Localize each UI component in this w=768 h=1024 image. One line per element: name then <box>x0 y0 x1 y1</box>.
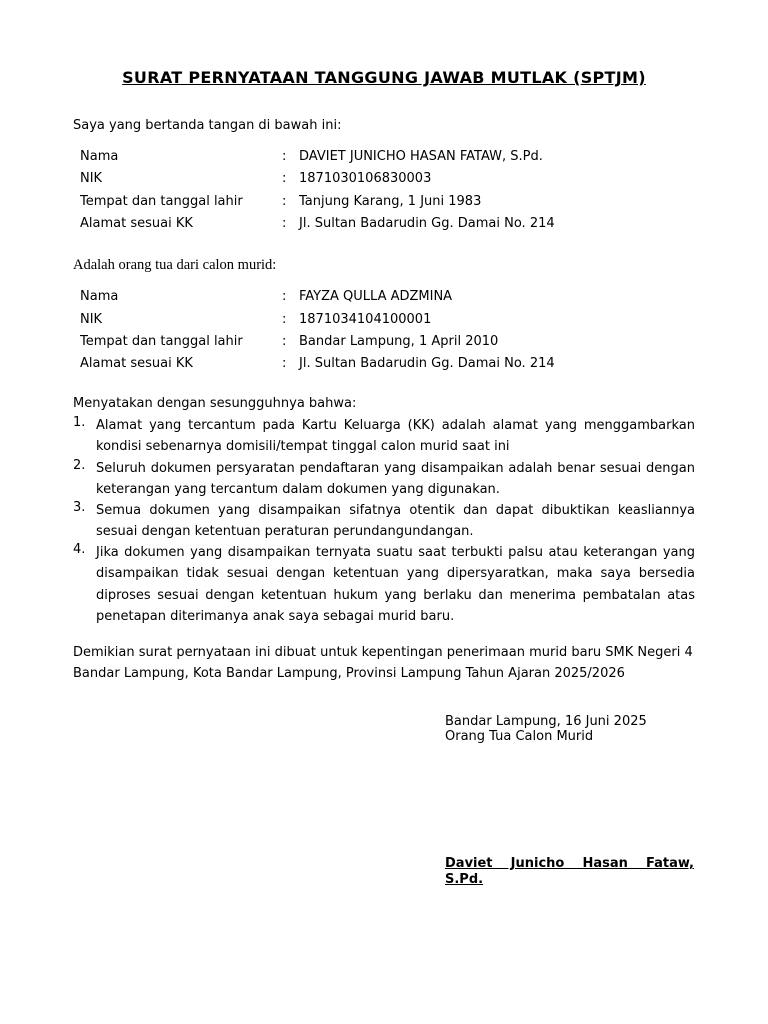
signatory-name <box>445 856 694 888</box>
field-label: NIK <box>80 171 103 186</box>
field-label: Tempat dan tanggal lahir <box>80 334 243 349</box>
statement-item <box>73 500 695 543</box>
field-separator: : <box>282 171 287 186</box>
statement-number: 2. <box>73 458 86 473</box>
field-value: 1871030106830003 <box>299 171 432 186</box>
statement-item <box>73 415 695 458</box>
student-row-nik <box>80 312 700 330</box>
field-value: DAVIET JUNICHO HASAN FATAW, S.Pd. <box>299 149 543 164</box>
signature-role: Orang Tua Calon Murid <box>445 729 594 744</box>
statement-number: 4. <box>73 542 86 557</box>
student-row-name <box>80 289 700 307</box>
document-title: SURAT PERNYATAAN TANGGUNG JAWAB MUTLAK (SPTJM) <box>122 68 646 87</box>
field-separator: : <box>282 194 287 209</box>
statement-text: Semua dokumen yang disampaikan sifatnya otentik dan dapat dibuktikan keasliannya sesuai dengan ketentuan peraturan perundangundangan. <box>96 503 695 540</box>
field-separator: : <box>282 216 287 231</box>
field-separator: : <box>282 334 287 349</box>
field-separator: : <box>282 289 287 304</box>
closing-paragraph: Demikian surat pernyataan ini dibuat untuk kepentingan penerimaan murid baru SMK Negeri 4 Bandar Lampung, Kota Bandar Lampung, Provinsi Lampung Tahun Ajaran 2025/2026 <box>73 645 693 682</box>
field-separator: : <box>282 356 287 371</box>
field-value: Jl. Sultan Badarudin Gg. Damai No. 214 <box>299 356 555 371</box>
parent-of-text: Adalah orang tua dari calon murid: <box>73 257 277 273</box>
field-label: Nama <box>80 289 119 304</box>
declarant-row-birth <box>80 194 700 212</box>
field-value: Bandar Lampung, 1 April 2010 <box>299 334 499 349</box>
field-label: Nama <box>80 149 119 164</box>
field-label: NIK <box>80 312 103 327</box>
statement-intro: Menyatakan dengan sesungguhnya bahwa: <box>73 396 357 411</box>
field-separator: : <box>282 149 287 164</box>
statement-number: 3. <box>73 500 86 515</box>
field-label: Alamat sesuai KK <box>80 356 193 371</box>
statement-item <box>73 458 695 501</box>
student-row-address <box>80 356 700 374</box>
student-row-birth <box>80 334 700 352</box>
statement-text: Seluruh dokumen persyaratan pendaftaran yang disampaikan adalah benar sesuai dengan keterangan yang tercantum dalam dokumen yang digunakan. <box>96 461 695 498</box>
signature-place-date: Bandar Lampung, 16 Juni 2025 <box>445 714 647 729</box>
statement-item <box>73 542 695 627</box>
declarant-row-address <box>80 216 700 234</box>
field-separator: : <box>282 312 287 327</box>
field-label: Tempat dan tanggal lahir <box>80 194 243 209</box>
statement-text: Alamat yang tercantum pada Kartu Keluarga (KK) adalah alamat yang menggambarkan kondisi sebenarnya domisili/tempat tinggal calon murid saat ini <box>96 418 695 455</box>
field-value: Jl. Sultan Badarudin Gg. Damai No. 214 <box>299 216 555 231</box>
signatory-name-line1: Daviet Junicho Hasan Fataw, <box>445 856 694 871</box>
field-value: 1871034104100001 <box>299 312 432 327</box>
declarant-row-nik <box>80 171 700 189</box>
field-value: FAYZA QULLA ADZMINA <box>299 289 453 304</box>
declarant-row-name <box>80 149 700 167</box>
field-value: Tanjung Karang, 1 Juni 1983 <box>299 194 482 209</box>
intro-text: Saya yang bertanda tangan di bawah ini: <box>73 118 342 133</box>
statement-text: Jika dokumen yang disampaikan ternyata suatu saat terbukti palsu atau keterangan yang disampaikan tidak sesuai dengan ketentuan yang dipersyaratkan, maka saya bersedia diproses sesuai dengan ketentuan hukum yang berlaku dan menerima pembatalan atas penetapan diterimanya anak saya sebagai murid baru. <box>96 545 695 624</box>
field-label: Alamat sesuai KK <box>80 216 193 231</box>
signatory-name-line2: S.Pd. <box>445 872 484 887</box>
statement-number: 1. <box>73 415 86 430</box>
